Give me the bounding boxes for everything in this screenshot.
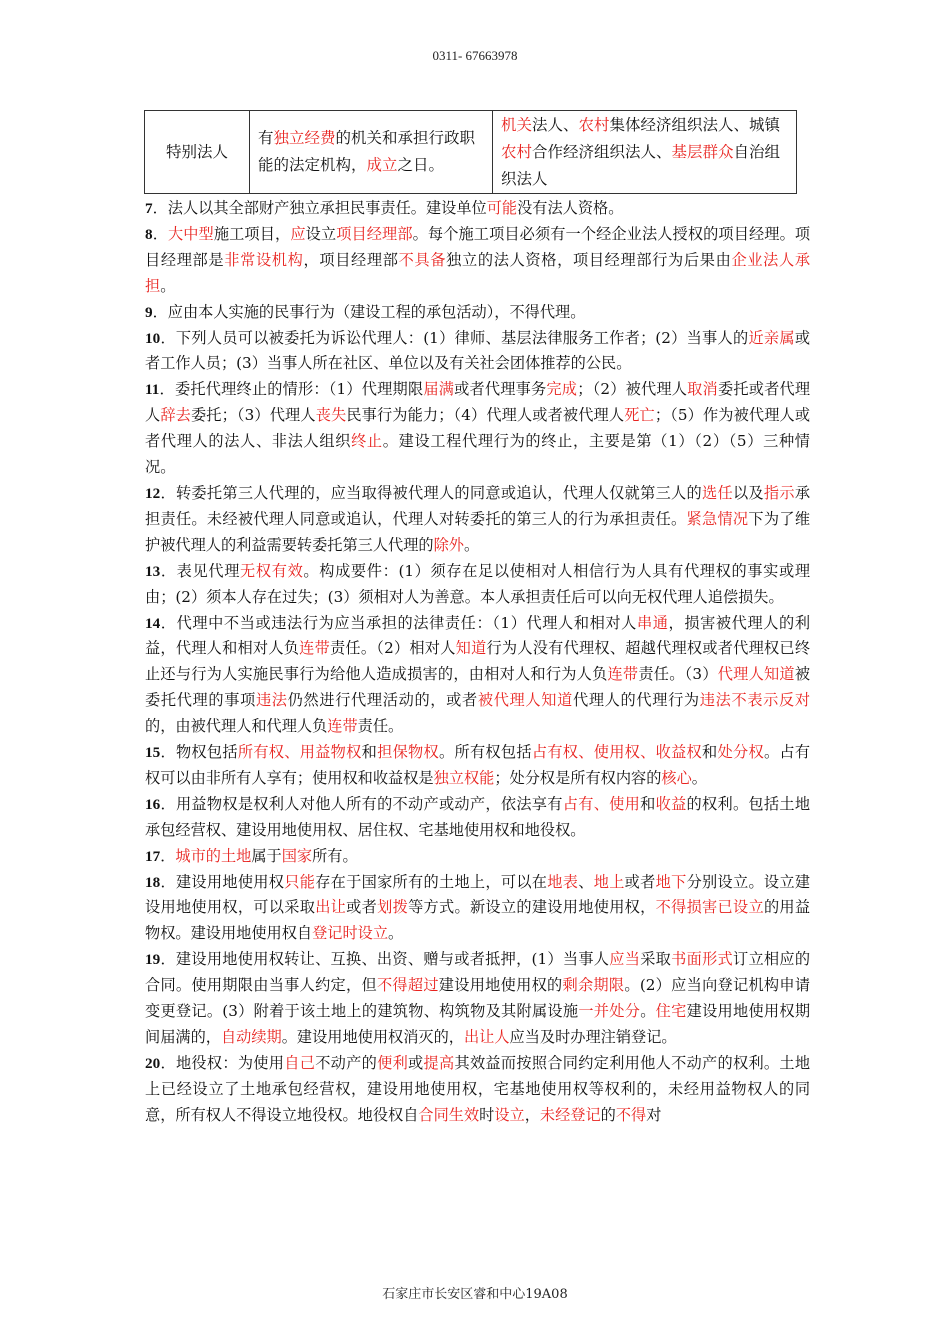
body-text: 和 bbox=[361, 743, 378, 762]
body-text: 订立相应的合同。使用期限由当事人约定，但 bbox=[145, 950, 811, 995]
body-text: 委托或者代理人 bbox=[145, 380, 811, 425]
highlight-text: 近亲属 bbox=[748, 328, 795, 347]
item-number: 13 bbox=[145, 562, 161, 580]
body-text: ．下列人员可以被委托为诉讼代理人：(1）律师、基层法律服务工作者；(2）当事人的 bbox=[160, 328, 749, 347]
highlight-text: 划拨 bbox=[377, 898, 409, 917]
body-text: 仍然进行代理活动的，或者 bbox=[287, 691, 478, 710]
body-text: ， bbox=[524, 1105, 540, 1124]
list-item bbox=[145, 1051, 810, 1129]
body-text: ．法人以其全部财产独立承担民事责任。建设单位 bbox=[152, 199, 487, 217]
body-text: 自治组织法人 bbox=[501, 142, 781, 188]
body-text: 委托；（3）代理人 bbox=[190, 406, 316, 425]
highlight-text: 不得损害已设立 bbox=[655, 898, 764, 917]
highlight-text: 农村 bbox=[501, 142, 533, 161]
highlight-text: 不得超过 bbox=[376, 976, 439, 995]
body-text: 采取 bbox=[640, 950, 672, 969]
list-item bbox=[145, 481, 810, 559]
legal-person-table bbox=[144, 110, 797, 194]
highlight-text: 独立权能 bbox=[433, 768, 495, 787]
body-text: 民事行为能力；（4）代理人或者被代理人 bbox=[346, 406, 625, 425]
highlight-text: 违法 bbox=[255, 691, 288, 710]
highlight-text: 地表 bbox=[547, 872, 579, 891]
body-text: ．建设用地使用权 bbox=[160, 872, 285, 891]
body-text: 、 bbox=[578, 872, 594, 891]
highlight-text: 被代理人知道 bbox=[477, 691, 573, 710]
highlight-text: 取消 bbox=[687, 380, 718, 399]
body-text: 法人、 bbox=[532, 115, 579, 134]
body-text: 。 bbox=[463, 535, 480, 554]
body-text: 行为人没有代理权、超越代理权或者代理权已终止还与行为人实施民事行为给他人造成损害的，由相对人和行为人负 bbox=[145, 639, 811, 684]
body-text: 的，由被代理人和代理人负 bbox=[145, 717, 328, 736]
body-text: ．建设用地使用权转让、互换、出资、赠与或者抵押，(1）当事人 bbox=[160, 950, 610, 969]
body-text: 时 bbox=[479, 1105, 495, 1124]
body-text: 和 bbox=[702, 743, 718, 762]
item-number: 20 bbox=[145, 1054, 161, 1072]
highlight-text: 基层群众 bbox=[671, 142, 734, 161]
highlight-text: 处分权 bbox=[717, 743, 764, 762]
body-text: ． bbox=[160, 846, 176, 865]
body-text: ；（5）作为被代理人或者代理人的法人、非法人组织 bbox=[145, 406, 811, 451]
body-text: ．应由本人实施的民事行为（建设工程的承包活动），不得代理。 bbox=[152, 302, 586, 321]
highlight-text: 企业法人承担 bbox=[145, 250, 811, 295]
list-item bbox=[145, 559, 810, 611]
body-text: 合作经济组织法人、 bbox=[532, 142, 672, 161]
item-number: 11 bbox=[145, 381, 160, 399]
body-text: ．代理中不当或违法行为应当承担的法律责任：（1）代理人和相对人 bbox=[160, 613, 637, 632]
cell-examples bbox=[493, 111, 797, 194]
item-number: 16 bbox=[145, 795, 161, 813]
item-number: 12 bbox=[145, 484, 161, 502]
highlight-text: 一并处分 bbox=[578, 1002, 641, 1021]
highlight-text: 出让 bbox=[315, 898, 347, 917]
body-text: 所有。 bbox=[312, 846, 358, 865]
highlight-text: 除外 bbox=[433, 535, 464, 554]
highlight-text: 紧急情况 bbox=[686, 509, 749, 528]
highlight-text: 知道 bbox=[455, 639, 487, 658]
list-item bbox=[145, 300, 810, 326]
body-text: 或 bbox=[408, 1053, 424, 1072]
body-text: ；（2）被代理人 bbox=[577, 380, 688, 399]
highlight-text: 登记时设立 bbox=[312, 924, 388, 943]
list-item bbox=[145, 196, 810, 222]
highlight-text: 应 bbox=[290, 224, 306, 243]
highlight-text: 无权有效 bbox=[240, 561, 304, 580]
body-text: 。 bbox=[160, 276, 176, 295]
body-text: 和 bbox=[640, 794, 656, 813]
item-number: 18 bbox=[145, 873, 161, 891]
item-number: 17 bbox=[145, 847, 161, 865]
body-text: 独立的法人资格，项目经理部行为后果由 bbox=[446, 250, 732, 269]
body-text: 责任。（3） bbox=[638, 665, 718, 684]
highlight-text: 大中型 bbox=[167, 224, 214, 243]
list-item bbox=[145, 844, 810, 870]
item-number: 14 bbox=[145, 614, 161, 632]
highlight-text: 书面形式 bbox=[671, 950, 733, 969]
highlight-text: 完成 bbox=[546, 380, 578, 399]
list-item bbox=[145, 870, 810, 948]
highlight-text: 届满 bbox=[423, 380, 455, 399]
body-text: ．委托代理终止的情形：（1）代理期限 bbox=[159, 380, 424, 399]
item-number: 19 bbox=[145, 951, 161, 969]
body-text: ． bbox=[152, 224, 168, 243]
highlight-text: 连带 bbox=[327, 717, 358, 736]
highlight-text: 担保物权 bbox=[377, 743, 439, 762]
highlight-text: 占有、使用 bbox=[562, 794, 641, 813]
body-text: 不动产的 bbox=[315, 1053, 378, 1072]
highlight-text: 应当 bbox=[609, 950, 641, 969]
list-item bbox=[145, 740, 810, 792]
body-text: 。 bbox=[691, 768, 707, 787]
item-number: 15 bbox=[145, 744, 161, 762]
body-text: 的用益物权。建设用地使用权自 bbox=[145, 898, 811, 943]
body-text: ；处分权是所有权内容的 bbox=[494, 768, 662, 787]
highlight-text: 便利 bbox=[377, 1053, 409, 1072]
highlight-text: 只能 bbox=[284, 872, 316, 891]
body-text: 。每个施工项目必须有一个经企业法人授权的项目经理。项目经理部是 bbox=[145, 224, 811, 269]
body-text: 设立 bbox=[305, 224, 337, 243]
body-text: 存在于国家所有的土地上，可以在 bbox=[315, 872, 548, 891]
highlight-text: 不得 bbox=[615, 1105, 647, 1124]
highlight-text: 丧失 bbox=[315, 406, 347, 425]
highlight-text: 提高 bbox=[423, 1053, 455, 1072]
highlight-text: 选任 bbox=[701, 483, 733, 502]
body-text: 被委托代理的事项 bbox=[145, 665, 811, 710]
highlight-text: 不具备 bbox=[398, 250, 447, 269]
highlight-text: 终止 bbox=[351, 432, 383, 451]
body-text: 等方式。新设立的建设用地使用权， bbox=[408, 898, 656, 917]
body-text: 属于 bbox=[251, 846, 282, 865]
item-number: 7 bbox=[145, 200, 153, 217]
body-text: 以及 bbox=[732, 483, 764, 502]
highlight-text: 成立 bbox=[366, 156, 398, 174]
body-text: 建设用地使用权期间届满的， bbox=[145, 1002, 811, 1046]
highlight-text: 收益 bbox=[655, 794, 687, 813]
cell-type: 特别法人 bbox=[145, 111, 250, 194]
list-item bbox=[145, 377, 810, 481]
highlight-text: 死亡 bbox=[624, 406, 655, 425]
highlight-text: 指示 bbox=[763, 483, 795, 502]
highlight-text: 违法不表示反对 bbox=[699, 691, 811, 710]
body-text: 责任。 bbox=[357, 717, 404, 736]
body-text: 。所有权包括 bbox=[439, 743, 532, 762]
cell-condition bbox=[250, 111, 493, 194]
body-text: 其效益而按照合同约定利用他人不动产的权利。土地上已经设立了土地承包经营权，建设用地使用权，宅基地使用权等权利的，未经用益物权人的同意，所有权人不得设立地役权。地役权自 bbox=[145, 1053, 811, 1124]
body-text: 应当及时办理注销登记。 bbox=[509, 1028, 677, 1046]
highlight-text: 核心 bbox=[661, 768, 692, 787]
body-text: 或者工作人员；(3）当事人所在社区、单位以及有关社会团体推荐的公民。 bbox=[145, 328, 811, 373]
highlight-text: 国家 bbox=[281, 846, 313, 865]
body-text: 。建设工程代理行为的终止，主要是第（1）（2）（5）三种情况。 bbox=[145, 432, 810, 477]
body-text: 有 bbox=[258, 129, 274, 147]
body-text: 。建设用地使用权消灭的， bbox=[281, 1028, 464, 1046]
body-text: 。占有权可以由非所有人享有；使用权和收益权是 bbox=[145, 743, 811, 787]
body-text: 责任。（2）相对人 bbox=[330, 639, 456, 658]
body-text: 的 bbox=[600, 1105, 616, 1124]
highlight-text: 农村 bbox=[578, 115, 610, 134]
highlight-text: 占有权、使用权、收益权 bbox=[531, 743, 703, 762]
body-text: 代理人的代理行为 bbox=[572, 691, 700, 710]
body-text: 分别设立。设立建设用地使用权，可以采取 bbox=[145, 872, 811, 917]
table-row bbox=[145, 111, 797, 194]
list-item bbox=[145, 947, 810, 1051]
highlight-text: 剩余期限 bbox=[562, 976, 625, 995]
highlight-text: 连带 bbox=[299, 639, 331, 658]
body-text: 没有法人资格。 bbox=[517, 199, 624, 217]
highlight-text: 可能 bbox=[486, 199, 518, 217]
highlight-text: 辞去 bbox=[160, 406, 191, 425]
item-number: 8 bbox=[145, 225, 153, 243]
highlight-text: 连带 bbox=[607, 665, 639, 684]
highlight-text: 机关 bbox=[501, 115, 533, 134]
body-text: 或者 bbox=[624, 872, 656, 891]
highlight-text: 串通 bbox=[636, 613, 669, 632]
body-text: ．地役权：为使用 bbox=[160, 1053, 285, 1072]
body-text: 。 bbox=[388, 924, 404, 943]
body-text: 的机关和承担行政职能的法定机构， bbox=[258, 129, 476, 174]
highlight-text: 出让人 bbox=[463, 1028, 510, 1046]
body-text: ，项目经理部 bbox=[303, 250, 399, 269]
body-text: ，损害被代理人的利益，代理人和相对人负 bbox=[145, 613, 811, 658]
body-text: 的权利。包括土地承包经营权、建设用地使用权、居住权、宅基地使用权和地役权。 bbox=[145, 794, 811, 839]
body-text: 。 bbox=[640, 1002, 656, 1021]
highlight-text: 非常设机构 bbox=[224, 250, 304, 269]
body-text: 或者代理事务 bbox=[454, 380, 547, 399]
body-text: 对 bbox=[646, 1105, 662, 1124]
list-item bbox=[145, 326, 810, 378]
highlight-text: 代理人知道 bbox=[717, 665, 795, 684]
highlight-text: 未经登记 bbox=[539, 1105, 601, 1124]
body-text: 建设用地使用权的 bbox=[438, 976, 563, 995]
list-item bbox=[145, 222, 810, 300]
body-text: 。构成要件：(1）须存在足以使相对人相信行为人具有代理权的事实或理由；(2）须本人存在过失；(3）须相对人为善意。本人承担责任后可以向无权代理人追偿损失。 bbox=[145, 561, 811, 606]
highlight-text: 设立 bbox=[494, 1105, 525, 1124]
highlight-text: 所有权、用益物权 bbox=[237, 743, 362, 762]
highlight-text: 自动续期 bbox=[220, 1028, 282, 1046]
highlight-text: 城市的土地 bbox=[175, 846, 252, 865]
body-text: 施工项目， bbox=[213, 224, 291, 243]
body-text: 或者 bbox=[346, 898, 378, 917]
highlight-text: 地下 bbox=[655, 872, 687, 891]
numbered-notes bbox=[145, 196, 810, 1129]
body-text: 下为了维护被代理人的利益需要转委托第三人代理的 bbox=[145, 509, 811, 554]
highlight-text: 自己 bbox=[284, 1053, 316, 1072]
highlight-text: 项目经理部 bbox=[336, 224, 413, 243]
body-text: 承担责任。未经被代理人同意或追认，代理人对转委托的第三人的行为承担责任。 bbox=[145, 483, 811, 528]
body-text: 之日。 bbox=[397, 156, 445, 174]
list-item bbox=[145, 792, 810, 844]
page-header-phone: 0311- 67663978 bbox=[432, 48, 518, 63]
page-footer-address: 石家庄市长安区睿和中心19A08 bbox=[382, 1287, 568, 1302]
body-text: 集体经济组织法人、城镇 bbox=[609, 115, 781, 134]
body-text: ．表见代理 bbox=[160, 561, 241, 580]
body-text: ．物权包括 bbox=[160, 743, 238, 762]
highlight-text: 合同生效 bbox=[418, 1105, 480, 1124]
body-text: ．用益物权是权利人对他人所有的不动产或动产，依法享有 bbox=[160, 794, 563, 813]
item-number: 9 bbox=[145, 303, 153, 321]
body-text: ．转委托第三人代理的，应当取得被代理人的同意或追认，代理人仅就第三人的 bbox=[160, 483, 702, 502]
highlight-text: 住宅 bbox=[655, 1002, 687, 1021]
highlight-text: 地上 bbox=[593, 872, 625, 891]
list-item bbox=[145, 611, 810, 741]
highlight-text: 独立经费 bbox=[273, 129, 336, 147]
item-number: 10 bbox=[145, 329, 161, 347]
body-text: 。(2）应当向登记机构申请变更登记。(3）附着于该土地上的建筑物、构筑物及其附属设施 bbox=[145, 976, 811, 1021]
